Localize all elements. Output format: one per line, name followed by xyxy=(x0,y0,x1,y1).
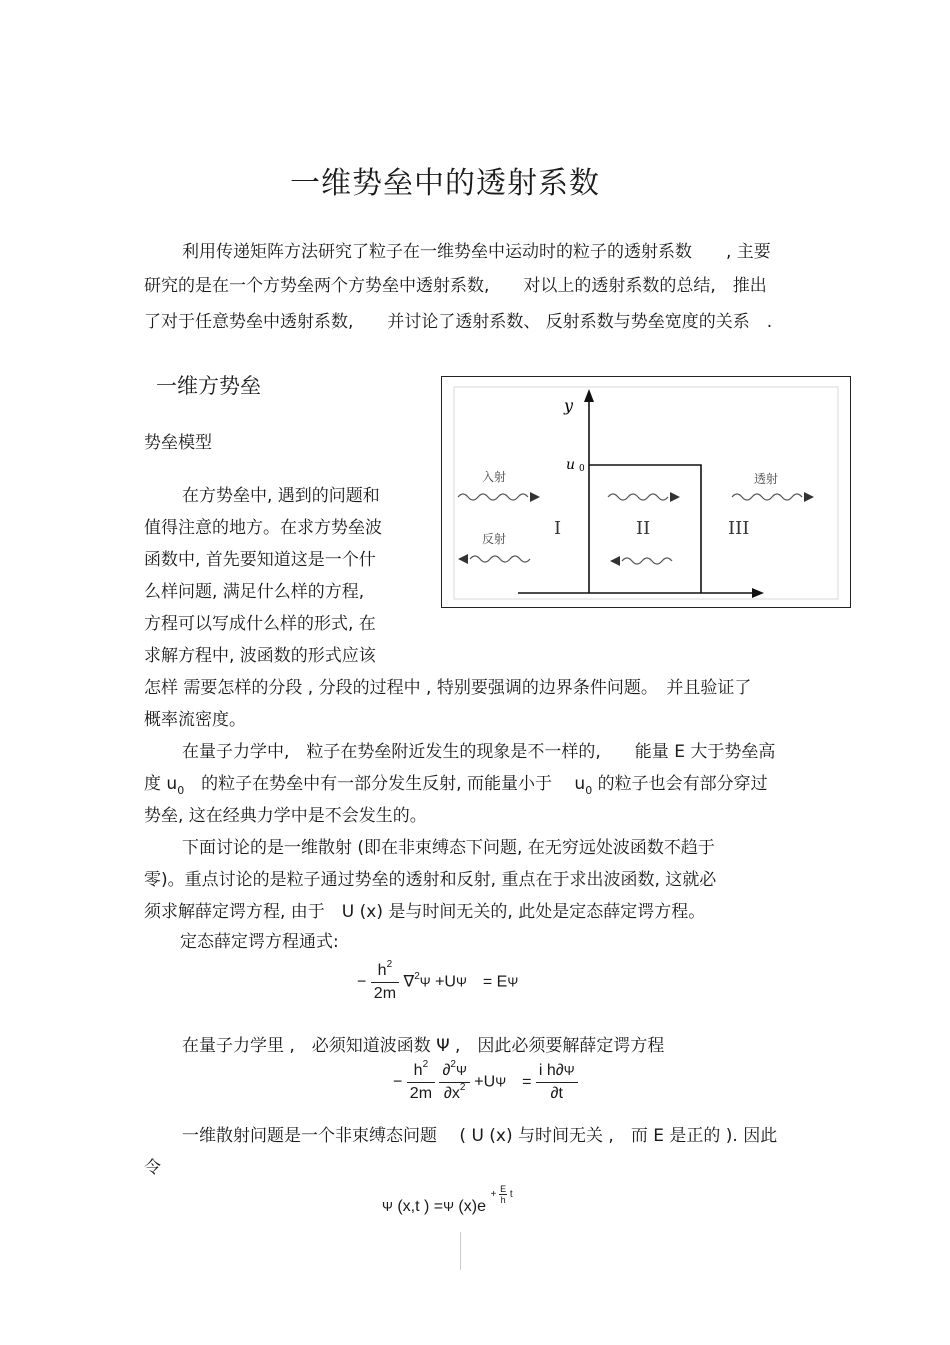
equation-2 xyxy=(393,1059,578,1103)
eq1-nabla-sup: 2 xyxy=(414,970,420,982)
cont-line-2: 概率流密度。 xyxy=(144,710,246,730)
eq1-minus: − xyxy=(357,973,367,991)
y-axis-label: y xyxy=(564,396,574,415)
cont-line-1: 怎样 需要怎样的分段 , 分段的过程中 , 特别要强调的边界条件问题。 并且验证了 xyxy=(144,678,752,698)
eq3-part-2: (x)e xyxy=(453,1198,486,1216)
p5-line-1: 在量子力学里 , 必须知道波函数 Ψ , 因此必须要解薛定谔方程 xyxy=(182,1036,665,1056)
incident-label: 入射 xyxy=(482,470,507,484)
subsection-heading: 势垒模型 xyxy=(144,433,212,453)
u0-label: u xyxy=(566,457,576,473)
barrier-forward-wave xyxy=(608,494,668,500)
eq2-plus-u: +U xyxy=(474,1073,496,1091)
p3-line-1: 下面讨论的是一维散射 (即在非束缚态下问题, 在无穷远处波函数不趋于 xyxy=(182,838,715,858)
transmitted-label: 透射 xyxy=(754,472,779,486)
transmitted-arrow xyxy=(804,492,814,502)
incident-wave xyxy=(458,494,528,500)
wrap-line-6: 求解方程中, 波函数的形式应该 xyxy=(144,646,376,666)
abstract-line-3: 了对于任意势垒中透射系数, 并讨论了透射系数、 反射系数与势垒宽度的关系 . xyxy=(144,312,773,332)
reflected-wave xyxy=(470,556,530,562)
y-axis-arrow xyxy=(584,389,594,402)
eq1-plus-u: +U xyxy=(430,973,456,991)
p3-line-2: 零)。重点讨论的是粒子通过势垒的透射和反射, 重点在于求出波函数, 这就必 xyxy=(144,870,717,890)
eq1-psi-1: Ψ xyxy=(419,974,431,990)
eq2-psi: Ψ xyxy=(495,1074,507,1090)
wrap-line-5: 方程可以写成什么样的形式, 在 xyxy=(144,614,376,634)
eq1-den: 2m xyxy=(373,985,397,1002)
eq3-exponent xyxy=(490,1184,513,1205)
eq3-exp-num: E xyxy=(500,1184,507,1194)
eq3-part-1: (x,t ) = xyxy=(392,1198,444,1216)
barrier-backward-wave xyxy=(622,558,672,564)
eq2-minus: − xyxy=(393,1073,403,1091)
eq2-num2: ∂ xyxy=(442,1062,451,1079)
eq1-fraction xyxy=(371,959,399,1003)
p2-line-2c: 的粒子也会有部分穿过 xyxy=(592,774,768,794)
barrier-forward-arrow xyxy=(670,492,680,502)
eq1-psi-3: Ψ xyxy=(507,974,519,990)
eq2-num: h xyxy=(413,1062,423,1079)
eq1-nabla: ∇ xyxy=(403,973,415,991)
eq2-equals: = xyxy=(506,1073,532,1091)
region-3-label: III xyxy=(728,518,750,539)
eq3-exp-t: t xyxy=(509,1189,513,1201)
p2-line-3: 势垒, 这在经典力学中是不会发生的。 xyxy=(144,806,427,826)
eq1-equals-e: = E xyxy=(466,973,508,991)
reflected-label: 反射 xyxy=(482,532,507,546)
u0-subscript-1: 0 xyxy=(177,784,185,797)
eq2-den: 2m xyxy=(409,1085,433,1102)
incident-arrow xyxy=(530,492,540,502)
wrap-line-1: 在方势垒中, 遇到的问题和 xyxy=(182,486,380,506)
p2-line-2 xyxy=(144,768,768,802)
eq2-num3-psi: Ψ xyxy=(563,1063,575,1078)
p2-line-2a: 度 u xyxy=(144,774,178,794)
eq2-den2-sup: 2 xyxy=(459,1082,466,1093)
eq3-exp-fraction xyxy=(499,1184,507,1205)
eq3-psi-2: Ψ xyxy=(443,1199,454,1215)
eq2-den2: ∂x xyxy=(443,1085,460,1102)
eq2-fraction-2 xyxy=(439,1059,469,1103)
eq1-psi-2: Ψ xyxy=(455,974,467,990)
p6-line-1: 一维散射问题是一个非束缚态问题 ( U (x) 与时间无关 , 而 E 是正的 ). 因此 xyxy=(182,1126,778,1146)
eq1-num-sup: 2 xyxy=(386,959,393,970)
x-axis-arrow xyxy=(752,588,764,598)
wrap-line-4: 么样问题, 满足什么样的方程, xyxy=(144,582,365,602)
region-1-label: I xyxy=(554,518,562,539)
p6-line-2: 令 xyxy=(144,1158,161,1178)
p3-line-3: 须求解薛定谔方程, 由于 U (x) 是与时间无关的, 此处是定态薛定谔方程。 xyxy=(144,902,706,922)
p2-line-1: 在量子力学中, 粒子在势垒附近发生的现象是不一样的, 能量 E 大于势垒高 xyxy=(182,742,776,762)
section-heading: 一维方势垒 xyxy=(156,374,261,398)
u0-subscript-2: 0 xyxy=(585,784,593,797)
eq2-fraction-1 xyxy=(407,1059,435,1103)
abstract-line-1: 利用传递矩阵方法研究了粒子在一维势垒中运动时的粒子的透射系数 , 主要 xyxy=(182,242,771,262)
equation-3 xyxy=(382,1184,513,1219)
eq2-num3: i h∂ xyxy=(538,1062,564,1079)
barrier-diagram xyxy=(442,377,850,607)
potential-barrier-figure xyxy=(441,376,851,608)
eq2-num2-sup: 2 xyxy=(450,1059,456,1070)
reflected-arrow xyxy=(458,554,468,564)
page-title: 一维势垒中的透射系数 xyxy=(290,166,600,201)
wrap-line-2: 值得注意的地方。在求方势垒波 xyxy=(144,518,382,538)
eq3-exp-sign: + xyxy=(490,1189,497,1201)
page-divider xyxy=(460,1232,461,1270)
eq2-num2-psi: Ψ xyxy=(455,1063,467,1078)
transmitted-wave xyxy=(732,494,802,500)
wrap-line-3: 函数中, 首先要知道这是一个什 xyxy=(144,550,376,570)
eq3-psi-1: Ψ xyxy=(382,1199,393,1215)
inner-frame xyxy=(454,387,838,599)
region-2-label: II xyxy=(636,518,651,539)
barrier-backward-arrow xyxy=(610,556,620,566)
eq3-exp-den: h xyxy=(500,1195,506,1205)
equation-1 xyxy=(357,959,519,1003)
p2-line-2b: 的粒子在势垒中有一部分发生反射, 而能量小于 u xyxy=(184,774,586,794)
p4-line-1: 定态薛定谔方程通式: xyxy=(180,932,339,952)
eq1-num: h xyxy=(377,962,387,979)
eq2-fraction-3 xyxy=(536,1062,578,1103)
eq2-num-sup: 2 xyxy=(422,1059,429,1070)
eq2-den3: ∂t xyxy=(550,1085,563,1102)
u0-sub-label: 0 xyxy=(579,464,585,474)
abstract-line-2: 研究的是在一个方势垒两个方势垒中透射系数, 对以上的透射系数的总结, 推出 xyxy=(144,276,767,296)
